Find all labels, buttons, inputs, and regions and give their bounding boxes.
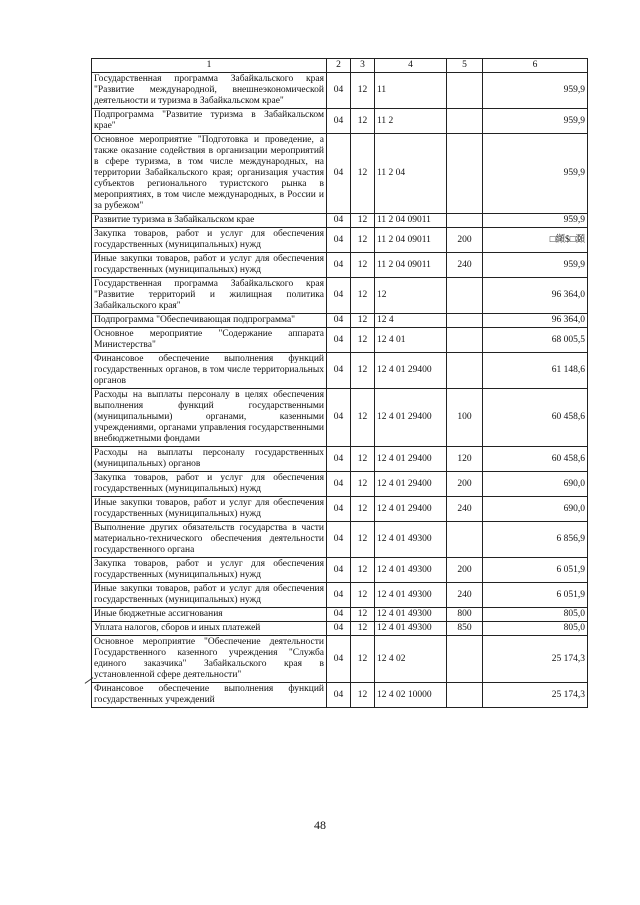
expense-type-cell: 240 [447, 497, 483, 522]
table-row [92, 214, 588, 228]
expense-type-cell [447, 73, 483, 109]
item-name-cell: Государственная программа Забайкальского края "Развитие территорий и жилищная политика Забайкальского края" [92, 278, 327, 314]
subsection-code-cell: 12 [351, 314, 375, 328]
subsection-code-cell: 12 [351, 608, 375, 622]
subsection-code-cell: 12 [351, 73, 375, 109]
subsection-code-cell: 12 [351, 353, 375, 389]
amount-cell: 60 458,6 [483, 389, 588, 447]
subsection-code-cell: 12 [351, 622, 375, 636]
target-article-cell: 12 4 01 [375, 328, 447, 353]
amount-cell: 690,0 [483, 472, 588, 497]
item-name-cell: Расходы на выплаты персоналу государственных (муниципальных) органов [92, 447, 327, 472]
amount-cell: 96 364,0 [483, 314, 588, 328]
section-code-cell: 04 [327, 109, 351, 134]
amount-cell: 6 051,9 [483, 558, 588, 583]
subsection-code-cell: 12 [351, 253, 375, 278]
expense-type-cell: 200 [447, 472, 483, 497]
amount-cell: 690,0 [483, 497, 588, 522]
table-row [92, 353, 588, 389]
subsection-code-cell: 12 [351, 472, 375, 497]
expense-type-cell: 850 [447, 622, 483, 636]
budget-table [91, 58, 588, 708]
subsection-code-cell: 12 [351, 447, 375, 472]
amount-cell: 25 174,3 [483, 636, 588, 683]
amount-cell: 96 364,0 [483, 278, 588, 314]
subsection-code-cell: 12 [351, 522, 375, 558]
target-article-cell: 11 2 [375, 109, 447, 134]
target-article-cell: 12 4 [375, 314, 447, 328]
expense-type-cell: 200 [447, 558, 483, 583]
expense-type-cell: 240 [447, 253, 483, 278]
item-name-cell: Подпрограмма "Развитие туризма в Забайкальском крае" [92, 109, 327, 134]
item-name-cell: Расходы на выплаты персоналу в целях обеспечения выполнения функций государственными (муниципальными) органами, казенными учреждениями, органами управления государственными внебюджетными фондами [92, 389, 327, 447]
section-code-cell: 04 [327, 228, 351, 253]
expense-type-cell [447, 636, 483, 683]
item-name-cell: Закупка товаров, работ и услуг для обеспечения государственных (муниципальных) нужд [92, 472, 327, 497]
amount-cell: 805,0 [483, 608, 588, 622]
item-name-cell: Закупка товаров, работ и услуг для обеспечения государственных (муниципальных) нужд [92, 228, 327, 253]
table-row [92, 583, 588, 608]
section-code-cell: 04 [327, 636, 351, 683]
table-row [92, 228, 588, 253]
amount-cell: 25 174,3 [483, 683, 588, 708]
subsection-code-cell: 12 [351, 278, 375, 314]
item-name-cell: Основное мероприятие "Обеспечение деятельности Государственного казенного учреждения "Служба единого заказчика" Забайкальского края в установленной сфере деятельности" [92, 636, 327, 683]
column-header: 5 [447, 59, 483, 73]
section-code-cell: 04 [327, 314, 351, 328]
section-code-cell: 04 [327, 583, 351, 608]
table-row [92, 328, 588, 353]
section-code-cell: 04 [327, 558, 351, 583]
expense-type-cell [447, 683, 483, 708]
section-code-cell: 04 [327, 608, 351, 622]
amount-cell: 959,9 [483, 73, 588, 109]
target-article-cell: 12 [375, 278, 447, 314]
column-header: 3 [351, 59, 375, 73]
column-header: 2 [327, 59, 351, 73]
target-article-cell: 11 2 04 [375, 134, 447, 214]
amount-cell: 68 005,5 [483, 328, 588, 353]
expense-type-cell [447, 134, 483, 214]
expense-type-cell: 200 [447, 228, 483, 253]
target-article-cell: 12 4 01 49300 [375, 558, 447, 583]
table-row [92, 389, 588, 447]
table-row [92, 558, 588, 583]
subsection-code-cell: 12 [351, 109, 375, 134]
item-name-cell: Развитие туризма в Забайкальском крае [92, 214, 327, 228]
target-article-cell: 12 4 02 [375, 636, 447, 683]
column-header: 1 [92, 59, 327, 73]
section-code-cell: 04 [327, 253, 351, 278]
table-row [92, 522, 588, 558]
section-code-cell: 04 [327, 353, 351, 389]
target-article-cell: 12 4 01 49300 [375, 522, 447, 558]
amount-cell: 6 856,9 [483, 522, 588, 558]
table-row [92, 497, 588, 522]
item-name-cell: Выполнение других обязательств государства в части материально-технического обеспечения деятельности государственного органа [92, 522, 327, 558]
expense-type-cell [447, 522, 483, 558]
section-code-cell: 04 [327, 472, 351, 497]
table-row [92, 73, 588, 109]
expense-type-cell [447, 353, 483, 389]
table-row [92, 253, 588, 278]
target-article-cell: 12 4 01 29400 [375, 497, 447, 522]
item-name-cell: Иные бюджетные ассигнования [92, 608, 327, 622]
table-row [92, 314, 588, 328]
expense-type-cell [447, 109, 483, 134]
expense-type-cell: 240 [447, 583, 483, 608]
section-code-cell: 04 [327, 522, 351, 558]
target-article-cell: 11 2 04 09011 [375, 214, 447, 228]
section-code-cell: 04 [327, 497, 351, 522]
column-header: 6 [483, 59, 588, 73]
subsection-code-cell: 12 [351, 583, 375, 608]
target-article-cell: 11 2 04 09011 [375, 253, 447, 278]
item-name-cell: Государственная программа Забайкальского края "Развитие международной, внешнеэкономической деятельности и туризма в Забайкальском крае" [92, 73, 327, 109]
subsection-code-cell: 12 [351, 228, 375, 253]
table-row [92, 472, 588, 497]
target-article-cell: 11 2 04 09011 [375, 228, 447, 253]
subsection-code-cell: 12 [351, 683, 375, 708]
item-name-cell: Закупка товаров, работ и услуг для обеспечения государственных (муниципальных) нужд [92, 558, 327, 583]
page-number: 48 [314, 818, 326, 832]
expense-type-cell [447, 214, 483, 228]
target-article-cell: 12 4 01 49300 [375, 608, 447, 622]
table-row [92, 608, 588, 622]
section-code-cell: 04 [327, 134, 351, 214]
table-row [92, 683, 588, 708]
subsection-code-cell: 12 [351, 389, 375, 447]
subsection-code-cell: 12 [351, 214, 375, 228]
table-header-row [92, 59, 588, 73]
section-code-cell: 04 [327, 214, 351, 228]
item-name-cell: Иные закупки товаров, работ и услуг для обеспечения государственных (муниципальных) нужд [92, 497, 327, 522]
item-name-cell: Основное мероприятие "Содержание аппарата Министерства" [92, 328, 327, 353]
item-name-cell: Основное мероприятие "Подготовка и проведение, а также оказание содействия в организации мероприятий в сфере туризма, в том числе международных, на территории Забайкальского края; организация участия субъектов регионального туристского рынка в мероприятиях, в том числе международных, в России и за рубежом" [92, 134, 327, 214]
section-code-cell: 04 [327, 622, 351, 636]
section-code-cell: 04 [327, 683, 351, 708]
table-body [92, 73, 588, 708]
target-article-cell: 12 4 01 49300 [375, 583, 447, 608]
item-name-cell: Финансовое обеспечение выполнения функций государственных органов, в том числе территориальных органов [92, 353, 327, 389]
amount-cell: 805,0 [483, 622, 588, 636]
item-name-cell: Уплата налогов, сборов и иных платежей [92, 622, 327, 636]
table-row [92, 622, 588, 636]
table-row [92, 109, 588, 134]
amount-cell: □纐$□㶊 [483, 228, 588, 253]
amount-cell: 959,9 [483, 134, 588, 214]
table-row [92, 636, 588, 683]
amount-cell: 6 051,9 [483, 583, 588, 608]
table-row [92, 278, 588, 314]
target-article-cell: 11 [375, 73, 447, 109]
section-code-cell: 04 [327, 278, 351, 314]
target-article-cell: 12 4 01 49300 [375, 622, 447, 636]
subsection-code-cell: 12 [351, 636, 375, 683]
section-code-cell: 04 [327, 447, 351, 472]
expense-type-cell [447, 328, 483, 353]
section-code-cell: 04 [327, 389, 351, 447]
target-article-cell: 12 4 02 10000 [375, 683, 447, 708]
expense-type-cell [447, 314, 483, 328]
target-article-cell: 12 4 01 29400 [375, 389, 447, 447]
subsection-code-cell: 12 [351, 134, 375, 214]
item-name-cell: Иные закупки товаров, работ и услуг для обеспечения государственных (муниципальных) нужд [92, 253, 327, 278]
target-article-cell: 12 4 01 29400 [375, 472, 447, 497]
item-name-cell: Иные закупки товаров, работ и услуг для обеспечения государственных (муниципальных) нужд [92, 583, 327, 608]
subsection-code-cell: 12 [351, 328, 375, 353]
amount-cell: 959,9 [483, 253, 588, 278]
expense-type-cell: 800 [447, 608, 483, 622]
expense-type-cell: 100 [447, 389, 483, 447]
subsection-code-cell: 12 [351, 558, 375, 583]
item-name-cell: Финансовое обеспечение выполнения функций государственных учреждений [92, 683, 327, 708]
section-code-cell: 04 [327, 328, 351, 353]
amount-cell: 959,9 [483, 214, 588, 228]
subsection-code-cell: 12 [351, 497, 375, 522]
expense-type-cell: 120 [447, 447, 483, 472]
expense-type-cell [447, 278, 483, 314]
target-article-cell: 12 4 01 29400 [375, 447, 447, 472]
amount-cell: 959,9 [483, 109, 588, 134]
amount-cell: 60 458,6 [483, 447, 588, 472]
table-row [92, 134, 588, 214]
table-row [92, 447, 588, 472]
section-code-cell: 04 [327, 73, 351, 109]
column-header: 4 [375, 59, 447, 73]
amount-cell: 61 148,6 [483, 353, 588, 389]
target-article-cell: 12 4 01 29400 [375, 353, 447, 389]
item-name-cell: Подпрограмма "Обеспечивающая подпрограмма" [92, 314, 327, 328]
